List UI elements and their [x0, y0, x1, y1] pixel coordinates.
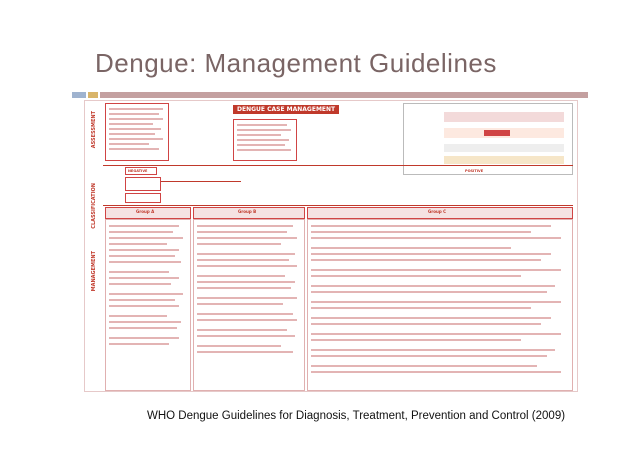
negative-label: NEGATIVE: [128, 169, 148, 173]
group-c-header: Group C: [307, 207, 573, 219]
decor-bar-blue: [72, 92, 86, 98]
classification-box-2: [125, 193, 161, 203]
group-a-header: Group A: [105, 207, 191, 219]
side-label-classification: CLASSIFICATION: [91, 183, 97, 229]
warning-signs-box: [233, 119, 297, 161]
decor-bar-rose: [100, 92, 588, 98]
slide-title: Dengue: Management Guidelines: [95, 48, 497, 78]
figure-header: DENGUE CASE MANAGEMENT: [233, 105, 339, 114]
decor-bar-gold: [88, 92, 98, 98]
side-label-assessment: ASSESSMENT: [91, 111, 97, 149]
positive-label: POSITIVE: [465, 169, 484, 173]
side-label-management: MANAGEMENT: [91, 251, 97, 292]
assessment-box: [105, 103, 169, 161]
classification-box-1: [125, 177, 161, 191]
slide-caption: WHO Dengue Guidelines for Diagnosis, Treatment, Prevention and Control (2009): [147, 410, 566, 422]
group-b-header: Group B: [193, 207, 305, 219]
dengue-flowchart-figure: [84, 100, 578, 392]
negative-label-box: [125, 167, 157, 175]
